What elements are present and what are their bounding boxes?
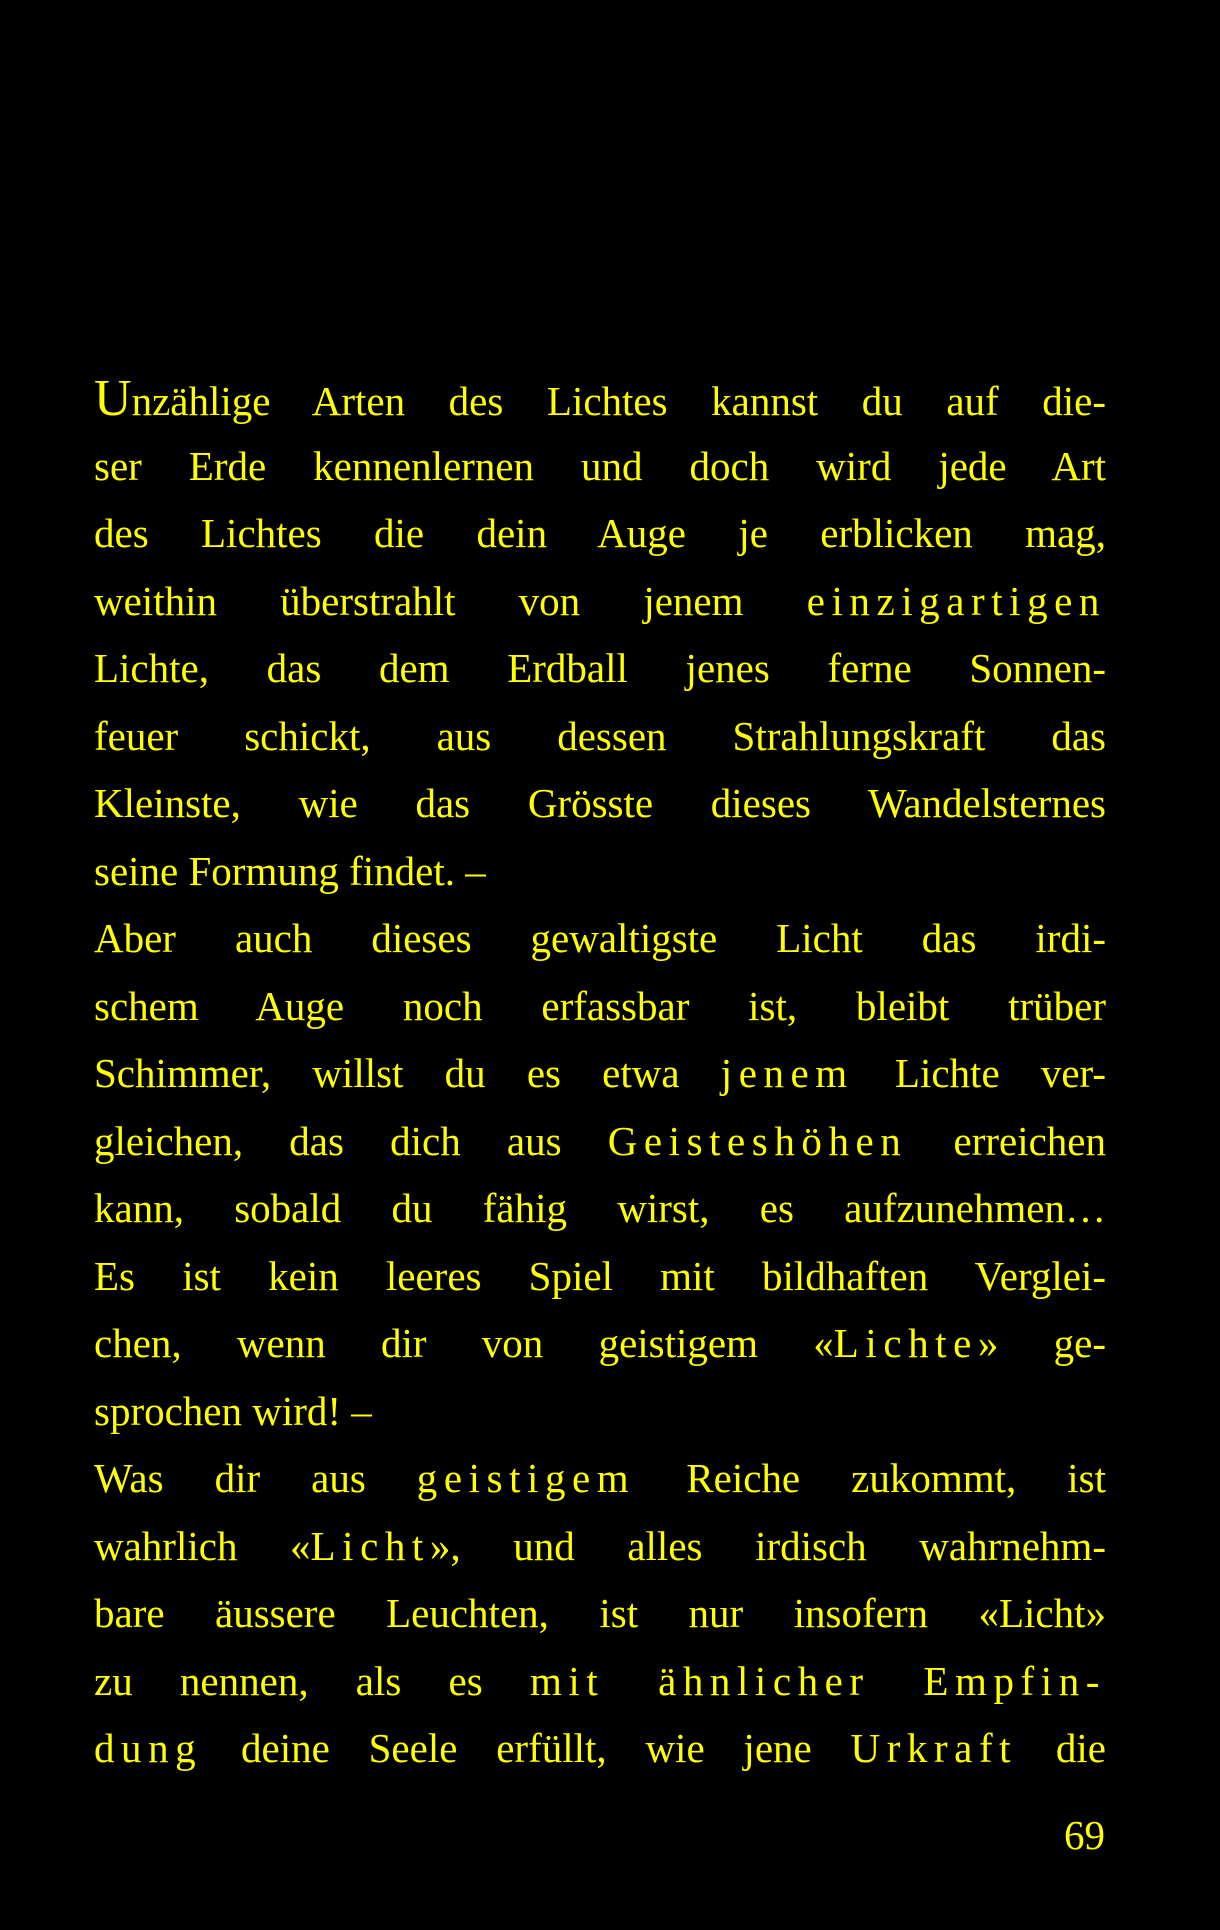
page-number: 69 — [1064, 1812, 1105, 1858]
text-run: » ge- — [977, 1320, 1106, 1366]
text-line-11 — [94, 1040, 1106, 1108]
text-line-6 — [94, 703, 1106, 771]
text-run: ser Erde kennenlernen und doch wird jede Art — [94, 442, 1106, 489]
text-line-1 — [94, 365, 1106, 433]
text-run: gleichen, das dich aus — [94, 1117, 608, 1164]
text-run: Schimmer, willst du es etwa — [94, 1050, 721, 1096]
text-line-18 — [94, 1513, 1106, 1581]
emphasized-text: geistigem — [416, 1455, 636, 1501]
emphasized-text: mit ähnlicher Empfin- — [529, 1657, 1106, 1704]
text-line-17 — [94, 1445, 1106, 1513]
text-line-8 — [94, 838, 1106, 906]
text-run: erreichen — [907, 1117, 1106, 1164]
text-run: Lichte, das dem Erdball jenes ferne Sonnen- — [94, 645, 1106, 691]
emphasized-text: einzigartigen — [806, 577, 1106, 624]
text-line-10 — [94, 973, 1106, 1041]
emphasized-text: Geisteshöhen — [607, 1117, 908, 1164]
text-line-4 — [94, 568, 1106, 636]
text-run: nzählige Arten des Lichtes kannst du auf die- — [131, 378, 1106, 424]
text-run: sprochen wird! – — [94, 1387, 372, 1434]
emphasized-text: Licht — [310, 1522, 430, 1569]
text-run: bare äussere Leuchten, ist nur insofern «Licht» — [94, 1590, 1106, 1636]
text-run: chen, wenn dir von geistigem « — [94, 1320, 834, 1366]
text-run: kann, sobald du fähig wirst, es aufzunehmen… — [94, 1185, 1106, 1231]
text-run: Kleinste, wie das Grösste dieses Wandelsternes — [94, 780, 1106, 826]
text-run: zu nennen, als es — [94, 1657, 530, 1704]
drop-cap: U — [94, 370, 132, 427]
text-line-12 — [94, 1108, 1106, 1176]
text-run: Was dir aus — [94, 1455, 417, 1501]
text-run: feuer schickt, aus dessen Strahlungskraft das — [94, 712, 1106, 759]
text-line-2 — [94, 433, 1106, 501]
text-line-5 — [94, 635, 1106, 703]
emphasized-text: dung — [94, 1725, 203, 1771]
emphasized-text: jenem — [720, 1050, 854, 1096]
text-line-7 — [94, 770, 1106, 838]
text-run: weithin überstrahlt von jenem — [94, 577, 807, 624]
text-run: schem Auge noch erfassbar ist, bleibt trüber — [94, 982, 1106, 1029]
text-run: seine Formung findet. – — [94, 847, 486, 894]
text-line-15 — [94, 1310, 1106, 1378]
text-run: Lichte ver- — [853, 1050, 1107, 1096]
text-line-21 — [94, 1715, 1106, 1783]
emphasized-text: Lichte — [833, 1320, 978, 1366]
text-run: Aber auch dieses gewaltigste Licht das irdi- — [94, 915, 1106, 961]
text-line-13 — [94, 1175, 1106, 1243]
text-line-9 — [94, 905, 1106, 973]
text-run: des Lichtes die dein Auge je erblicken mag, — [94, 510, 1106, 556]
text-run: die — [1017, 1725, 1106, 1771]
text-run: Reiche zukommt, ist — [635, 1455, 1106, 1501]
emphasized-text: Urkraft — [850, 1725, 1018, 1771]
text-line-14 — [94, 1243, 1106, 1311]
text-run: », und alles irdisch wahrnehm- — [429, 1522, 1106, 1569]
text-line-20 — [94, 1648, 1106, 1716]
text-run: wahrlich « — [94, 1522, 311, 1569]
body-text — [94, 365, 1106, 1783]
text-line-16 — [94, 1378, 1106, 1446]
text-run: deine Seele erfüllt, wie jene — [202, 1725, 851, 1771]
text-line-3 — [94, 500, 1106, 568]
text-line-19 — [94, 1580, 1106, 1648]
text-run: Es ist kein leeres Spiel mit bildhaften Verglei- — [94, 1252, 1106, 1299]
